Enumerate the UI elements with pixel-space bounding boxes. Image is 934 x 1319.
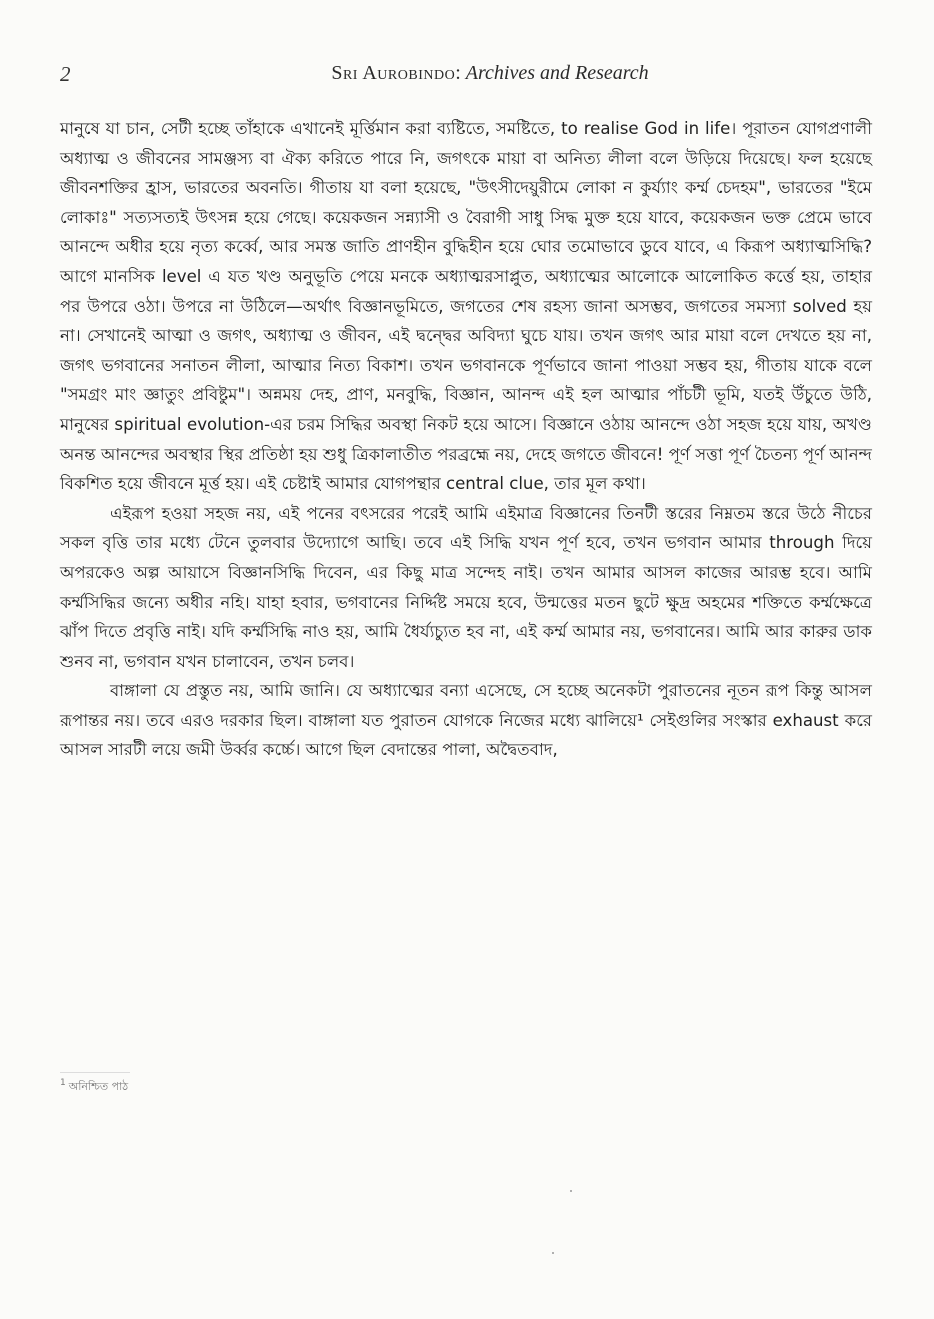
footnote-marker: 1	[60, 1078, 66, 1089]
main-text	[60, 114, 872, 765]
paper-speck	[552, 1252, 554, 1254]
paragraph-1: মানুষে যা চান, সেটী হচ্ছে তাঁহাকে এখানেই মূর্ত্তিমান করা ব্যষ্টিতে, সমষ্টিতে, to realise God in life। পূরাতন যোগপ্রণালী অধ্যাত্ম ও জীবনের সামঞ্জস্য বা ঐক্য করিতে পারে নি, জগৎকে মায়া বা অনিত্য লীলা বলে উড়িয়ে দিয়েছে। ফল হয়েছে জীবনশক্তির হ্রাস, ভারতের অবনতি। গীতায় যা বলা হয়েছে, "উৎসীদেয়ুরীমে লোকা ন কুর্য্যাং কর্ম্ম চেদহম", ভারতের "ইমে লোকাঃ" সত্যসত্যই উৎসন্ন হয়ে গেছে। কয়েকজন সন্ন্যাসী ও বৈরাগী সাধু সিদ্ধ মুক্ত হয়ে যাবে, কয়েকজন ভক্ত প্রেমে ভাবে আনন্দে অধীর হয়ে নৃত্য কর্ব্বে, আর সমস্ত জাতি প্রাণহীন বুদ্ধিহীন হয়ে ঘোর তমোভাবে ডুবে যাবে, এ কিরূপ অধ্যাত্মসিদ্ধি? আগে মানসিক level এ যত খণ্ড অনুভূতি পেয়ে মনকে অধ্যাত্মরসাপ্লুত, অধ্যাত্মের আলোকে আলোকিত কর্ত্তে হয়, তাহার পর উপরে ওঠা। উপরে না উঠিলে—অর্থাৎ বিজ্ঞানভূমিতে, জগতের শেষ রহস্য জানা অসম্ভব, জগতের সমস্যা solved হয় না। সেখানেই আত্মা ও জগৎ, অধ্যাত্ম ও জীবন, এই দ্বন্দ্বের অবিদ্যা ঘুচে যায়। তখন জগৎ আর মায়া বলে দেখতে হয় না, জগৎ ভগবানের সনাতন লীলা, আত্মার নিত্য বিকাশ। তখন ভগবানকে পূর্ণভাবে জানা পাওয়া সম্ভব হয়, গীতায় যাকে বলে "সমগ্রং মাং জ্ঞাতুং প্রবিষ্টুম"। অন্নময় দেহ, প্রাণ, মনবুদ্ধি, বিজ্ঞান, আনন্দ এই হল আত্মার পাঁচটী ভূমি, যতই উঁচুতে উঠি, মানুষের spiritual evolution-এর চরম সিদ্ধির অবস্থা নিকট হয়ে আসে। বিজ্ঞানে ওঠায় আনন্দে ওঠা সহজ হয়ে যায়, অখণ্ড অনন্ত আনন্দের অবস্থার স্থির প্রতিষ্ঠা হয় শুধু ত্রিকালাতীত পরব্রহ্মে নয়, দেহে জগতে জীবনে! পূর্ণ সত্তা পূর্ণ চৈতন্য পূর্ণ আনন্দ বিকশিত হয়ে জীবনে মূর্ত্ত হয়। এই চেষ্টাই আমার যোগপন্থার central clue, তার মূল কথা।	[60, 119, 872, 494]
paragraph-3: বাঙ্গালা যে প্রস্তুত নয়, আমি জানি। যে অধ্যাত্মের বন্যা এসেছে, সে হচ্ছে অনেকটা পুরাতনের নূতন রূপ কিন্তু আসল রূপান্তর নয়। তবে এরও দরকার ছিল। বাঙ্গালা যত পুরাতন যোগকে নিজের মধ্যে ঝালিয়ে¹ সেইগুলির সংস্কার exhaust করে আসল সারটী লয়ে জমী উর্ব্বর কর্চ্চে। আগে ছিল বেদান্তের পালা, অদ্বৈতবাদ,	[60, 681, 872, 760]
footnote	[60, 1078, 128, 1097]
author-name: Sri Aurobindo	[331, 62, 456, 84]
footnote-divider	[60, 1072, 130, 1073]
paper-speck	[570, 1190, 572, 1192]
paragraph-2: এইরূপ হওয়া সহজ নয়, এই পনের বৎসরের পরেই আমি এইমাত্র বিজ্ঞানের তিনটী স্তরের নিম্নতম স্তরে উঠে নীচের সকল বৃত্তি তার মধ্যে টেনে তুলবার উদ্যোগে আছি। তবে এই সিদ্ধি যখন পূর্ণ হবে, তখন ভগবান আমার through দিয়ে অপরকেও অল্প আয়াসে বিজ্ঞানসিদ্ধি দিবেন, এর কিছু মাত্র সন্দেহ নাই। তখন আমার আসল কাজের আরম্ভ হবে। আমি কর্ম্মসিদ্ধির জন্যে অধীর নহি। যাহা হবার, ভগবানের নির্দ্দিষ্ট সময়ে হবে, উন্মত্তের মতন ছুটে ক্ষুদ্র অহমের শক্তিতে কর্ম্মক্ষেত্রে ঝাঁপ দিতে প্রবৃত্তি নাই। যদি কর্ম্মসিদ্ধি নাও হয়, আমি ধৈর্য্যচ্যুত হব না, এই কর্ম্ম আমার নয়, ভগবানের। আমি আর কারুর ডাক শুনব না, ভগবান যখন চালাবেন, তখন চলব।	[60, 503, 872, 671]
title-separator: :	[455, 62, 461, 84]
running-header	[60, 62, 874, 90]
footnote-text: অনিশ্চিত পাঠ	[68, 1080, 129, 1093]
page-number: 2	[60, 62, 71, 86]
journal-title: Archives and Research	[465, 62, 649, 84]
running-title	[230, 62, 750, 85]
